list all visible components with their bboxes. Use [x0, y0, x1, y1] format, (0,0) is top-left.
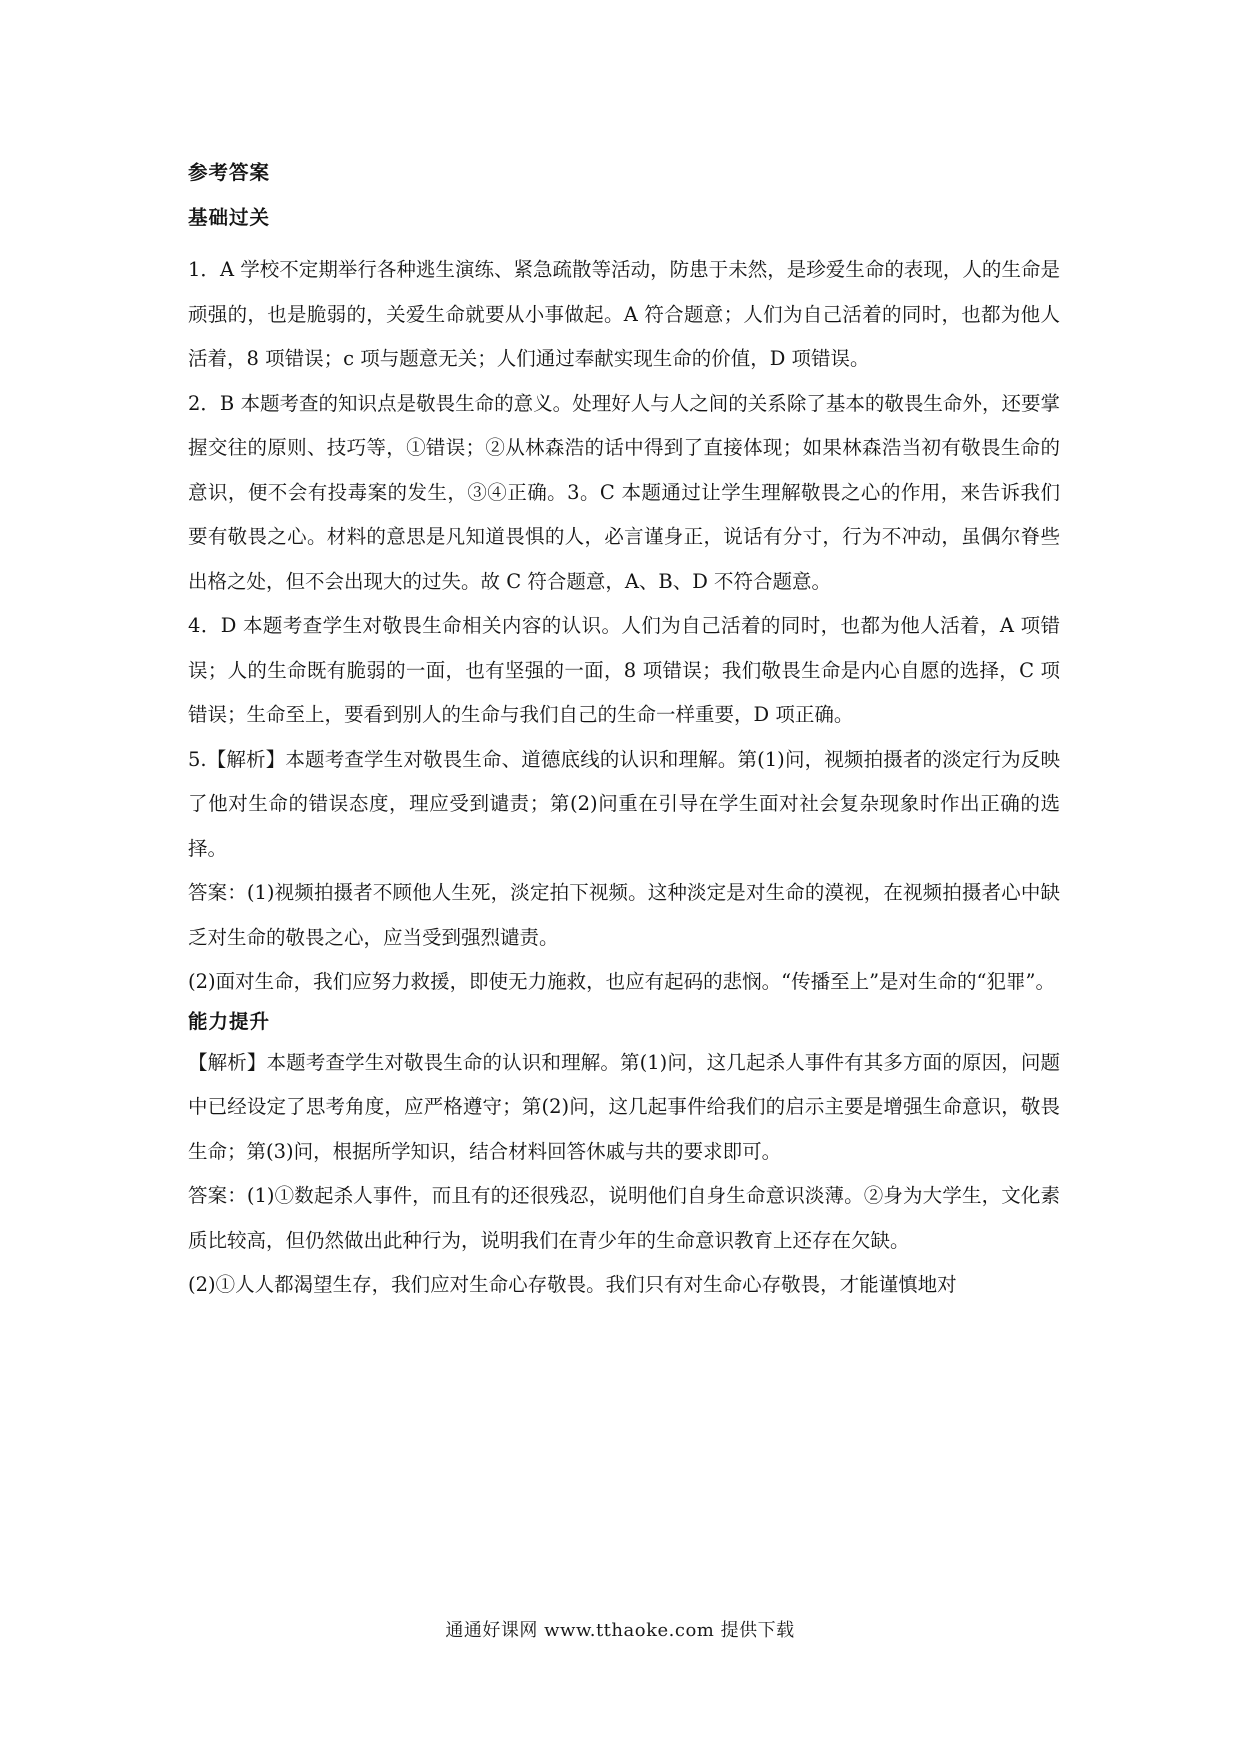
advanced-answer-1: 答案：(1)①数起杀人事件，而且有的还很残忍，说明他们自身生命意识淡薄。②身为大学生，文化素质比较高，但仍然做出此种行为，说明我们在青少年的生命意识教育上还存在欠缺。: [188, 1184, 1060, 1252]
answer-paragraph-1: 1．A 学校不定期举行各种逃生演练、紧急疏散等活动，防患于未然，是珍爱生命的表现，人的生命是顽强的，也是脆弱的，关爱生命就要从小事做起。A 符合题意；人们为自己活着的同时，也都为他人活着，8 项错误；c 项与题意无关；人们通过奉献实现生命的价值，D 项错误。: [188, 258, 1060, 370]
advanced-answer-2: (2)①人人都渴望生存，我们应对生命心存敬畏。我们只有对生命心存敬畏，才能谨慎地对: [188, 1273, 957, 1296]
document-body: [188, 158, 1060, 1308]
document-title: 参考答案: [188, 161, 271, 184]
advanced-analysis-paragraph: 【解析】本题考查学生对敬畏生命的认识和理解。第(1)问，这几起杀人事件有其多方面的原因，问题中已经设定了思考角度，应严格遵守；第(2)问，这几起事件给我们的启示主要是增强生命意识，敬畏生命；第(3)问，根据所学知识，结合材料回答休戚与共的要求即可。: [188, 1050, 1060, 1163]
answer-paragraph-5-answer-2: (2)面对生命，我们应努力救援，即使无力施救，也应有起码的悲悯。“传播至上”是对生命的“犯罪”。: [188, 970, 1055, 993]
answer-paragraph-5-analysis: 5.【解析】本题考查学生对敬畏生命、道德底线的认识和理解。第(1)问，视频拍摄者的淡定行为反映了他对生命的错误态度，理应受到谴责；第(2)问重在引导在学生面对社会复杂现象时作出正确的选择。: [188, 747, 1060, 860]
page-footer: 通通好课网 www.tthaoke.com 提供下载: [445, 1620, 795, 1641]
answer-paragraph-4: 4．D 本题考查学生对敬畏生命相关内容的认识。人们为自己活着的同时，也都为他人活着，A 项错误；人的生命既有脆弱的一面，也有坚强的一面，8 项错误；我们敬畏生命是内心自愿的选择，C 项错误；生命至上，要看到别人的生命与我们自己的生命一样重要，D 项正确。: [188, 614, 1060, 726]
answer-paragraph-5-answer-1: 答案：(1)视频拍摄者不顾他人生死，淡定拍下视频。这种淡定是对生命的漠视，在视频拍摄者心中缺乏对生命的敬畏之心，应当受到强烈谴责。: [188, 881, 1060, 949]
section-heading-basic: 基础过关: [188, 206, 271, 229]
answer-paragraph-2-3: 2．B 本题考查的知识点是敬畏生命的意义。处理好人与人之间的关系除了基本的敬畏生命外，还要掌握交往的原则、技巧等，①错误；②从林森浩的话中得到了直接体现；如果林森浩当初有敬畏生命的意识，便不会有投毒案的发生，③④正确。3。C 本题通过让学生理解敬畏之心的作用，来告诉我们要有敬畏之心。材料的意思是凡知道畏惧的人，必言谨身正，说话有分寸，行为不冲动，虽偶尔脊些出格之处，但不会出现大的过失。故 C 符合题意，A、B、D 不符合题意。: [188, 391, 1060, 593]
section-heading-advanced: 能力提升: [188, 1009, 271, 1033]
